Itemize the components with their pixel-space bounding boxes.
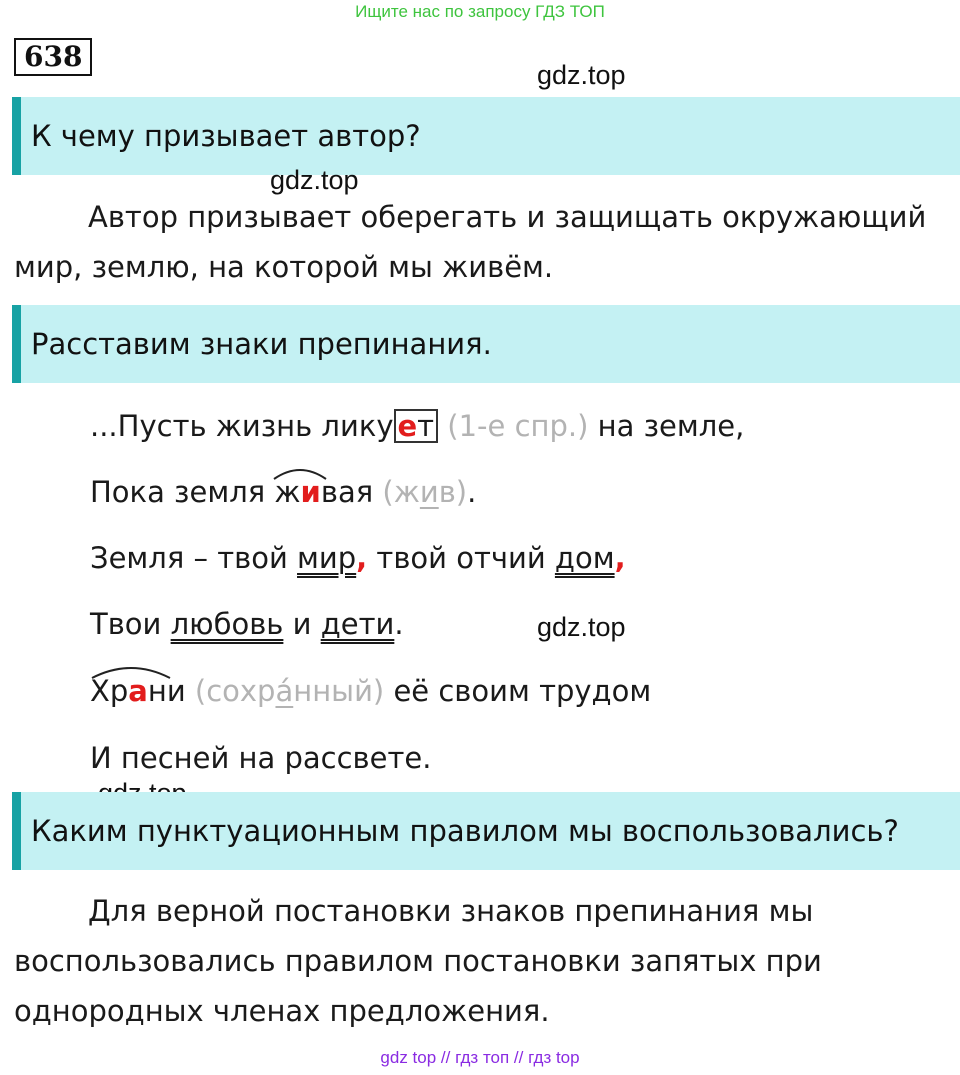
answer-1-line-2: мир, землю, на которой мы живём. [14,250,554,284]
note-text: нный) [293,674,385,708]
note-text: а́ [275,674,294,708]
highlight-vowel: е [397,409,418,443]
poem-line-6: И песней на рассвете. [90,741,432,775]
root-khran [90,674,186,708]
question-2-text: Расставим знаки препинания. [31,327,492,361]
poem-line-2 [90,472,476,512]
poem-text: на земле, [588,409,745,443]
answer-3 [14,886,954,1036]
poem-text: Твои [90,607,171,641]
note-text: в) [438,475,468,509]
highlight-vowel: и [300,475,321,509]
poem-text: и [283,607,321,641]
homogeneous-member: мир [297,541,357,575]
poem-line-4 [90,604,404,644]
grammar-note: (1-е спр.) [447,409,589,443]
watermark: gdz.top [270,165,359,195]
homogeneous-member: дети [320,607,395,641]
answer-1-line-1: Автор призывает оберегать и защищать окружающий [88,200,927,234]
answer-3-line-2: воспользовались правилом постановки запятых при [14,944,822,978]
answer-3-line-1: Для верной постановки знаков препинания мы [88,894,814,928]
poem-text: твой отчий [367,541,555,575]
poem-text: Пока земля [90,475,275,509]
poem-text: вая [320,475,374,509]
verb-ending-box [394,409,439,443]
inserted-comma: , [614,541,626,575]
note-text: (ж [382,475,420,509]
watermark: gdz.top [537,60,626,90]
answer-3-line-3: однородных членах предложения. [14,994,550,1028]
root-zhiv [274,475,320,509]
question-bar-2 [12,305,960,383]
homogeneous-member: любовь [170,607,284,641]
poem-text: ни [147,674,186,708]
question-bar-3 [12,792,960,870]
poem-text: . [467,475,477,509]
poem-text: Земля – твой [90,541,298,575]
poem-text: . [394,607,404,641]
poem-line-3 [90,538,626,578]
footer-links[interactable]: gdz top // гдз топ // гдз top [380,1048,580,1067]
task-number: 638 [14,38,92,76]
poem-text: ...Пусть жизнь лику [90,409,394,443]
question-bar-1 [12,97,960,175]
question-3-text: Каким пунктуационным правилом мы воспользовались? [31,814,899,848]
inserted-comma: , [356,541,368,575]
note-text: (сохр [194,674,276,708]
note-text: и [419,475,439,509]
poem-line-5 [90,671,651,711]
question-1-text: К чему призывает автор? [31,119,421,153]
answer-1 [14,192,954,292]
grammar-note [195,674,384,708]
poem-text: Хр [90,674,129,708]
poem-text: т [417,409,435,443]
grammar-note [382,475,467,509]
homogeneous-member: дом [554,541,615,575]
watermark: gdz.top [537,612,626,642]
poem-line-1 [90,406,744,446]
poem-text: её своим трудом [384,674,652,708]
top-banner[interactable]: Ищите нас по запросу ГДЗ ТОП [355,2,605,21]
poem-text: ж [274,475,301,509]
highlight-vowel: а [128,674,148,708]
